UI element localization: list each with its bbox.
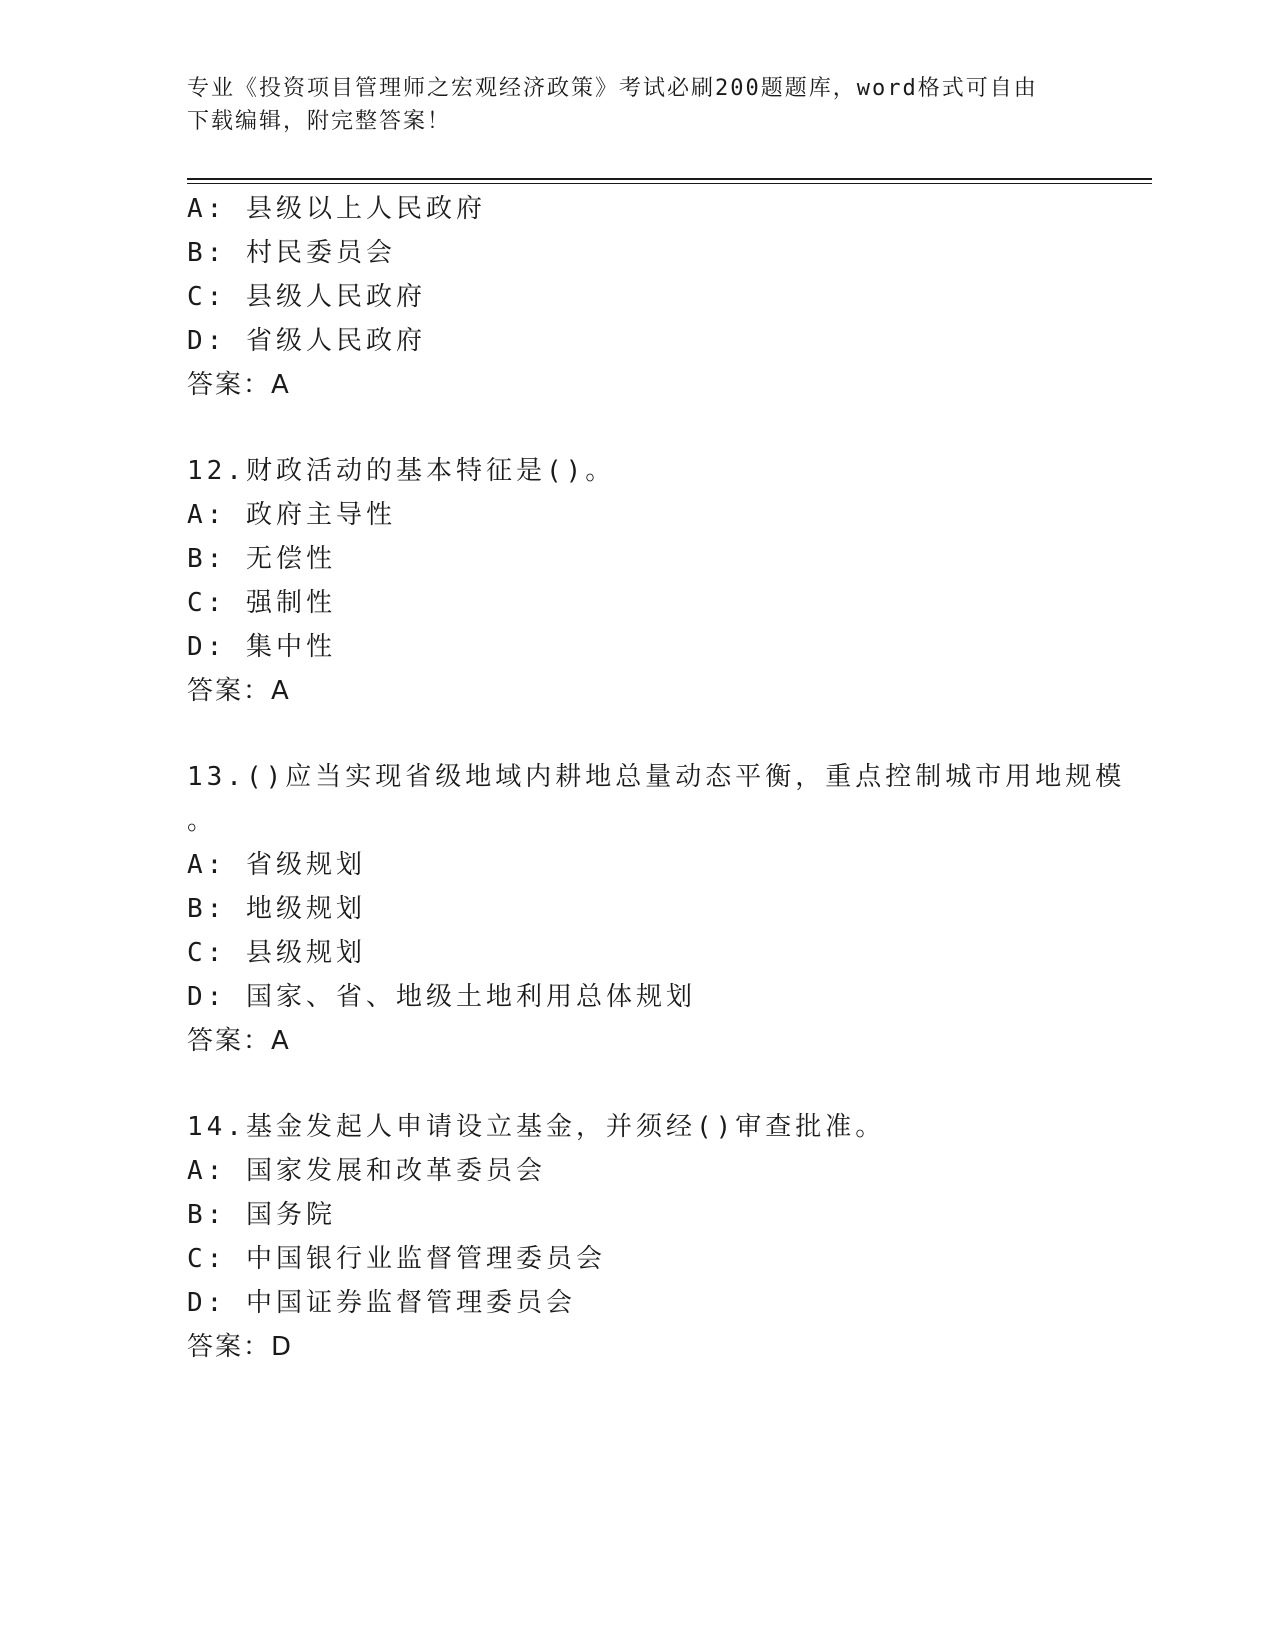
q14-option-a: A: 国家发展和改革委员会: [187, 1156, 546, 1186]
q14-question: 14.基金发起人申请设立基金，并须经()审查批准。: [187, 1112, 886, 1142]
q12-option-b: B: 无偿性: [187, 544, 336, 574]
q13-option-c: C: 县级规划: [187, 938, 366, 968]
q11-answer: 答案：A: [187, 370, 291, 400]
q11-option-d: D: 省级人民政府: [187, 326, 426, 356]
q11-option-a: A: 县级以上人民政府: [187, 194, 486, 224]
q14-answer: 答案：D: [187, 1332, 294, 1362]
q11-option-c: C: 县级人民政府: [187, 282, 426, 312]
q12-question: 12.财政活动的基本特征是()。: [187, 456, 616, 486]
q12-option-d: D: 集中性: [187, 632, 336, 662]
q14-option-c: C: 中国银行业监督管理委员会: [187, 1244, 606, 1274]
q13-option-d: D: 国家、省、地级土地利用总体规划: [187, 982, 696, 1012]
q11-option-b: B: 村民委员会: [187, 238, 396, 268]
q14-option-b: B: 国务院: [187, 1200, 336, 1230]
header-line-2: 下载编辑，附完整答案！: [187, 109, 452, 134]
q13-question-line-1: 13.()应当实现省级地域内耕地总量动态平衡，重点控制城市用地规模: [187, 762, 1126, 792]
header-line-1: 专业《投资项目管理师之宏观经济政策》考试必刷200题题库，word格式可自由: [187, 76, 1038, 101]
q12-answer: 答案：A: [187, 676, 291, 706]
q12-option-c: C: 强制性: [187, 588, 336, 618]
header-divider-thin: [187, 183, 1152, 184]
q13-question-line-2: 。: [187, 806, 218, 836]
q12-option-a: A: 政府主导性: [187, 500, 396, 530]
q13-option-a: A: 省级规划: [187, 850, 366, 880]
header-divider-thick: [187, 178, 1152, 180]
q13-answer: 答案：A: [187, 1026, 291, 1056]
q13-option-b: B: 地级规划: [187, 894, 366, 924]
q14-option-d: D: 中国证券监督管理委员会: [187, 1288, 576, 1318]
document-header: [187, 72, 1067, 138]
